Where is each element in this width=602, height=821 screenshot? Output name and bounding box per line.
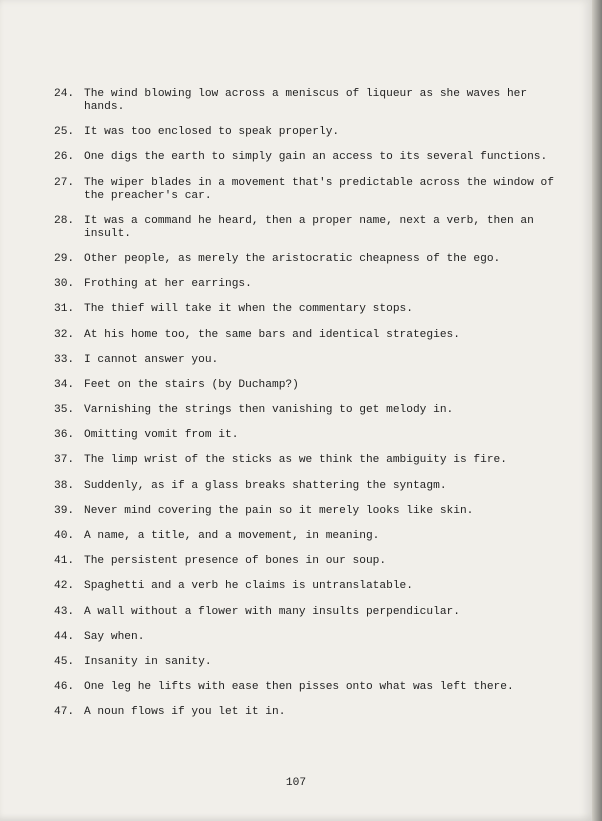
line-number: 30. [54, 278, 75, 291]
line-text: Insanity in sanity. [84, 655, 212, 668]
list-item [54, 656, 574, 669]
line-number: 37. [54, 454, 75, 467]
list-item [54, 480, 574, 493]
list-item [54, 126, 574, 139]
line-text: At his home too, the same bars and identical strategies. [84, 328, 460, 341]
line-number: 45. [54, 655, 75, 668]
list-item [54, 278, 574, 291]
line-text: The wind blowing low across a meniscus of liqueur as she waves her hands. [84, 88, 528, 113]
list-item [54, 88, 574, 114]
line-number: 28. [54, 214, 75, 227]
line-number: 43. [54, 605, 75, 618]
page-number: 107 [285, 777, 307, 789]
line-text: Feet on the stairs (by Duchamp?) [84, 378, 299, 391]
line-text: Suddenly, as if a glass breaks shattering the syntagm. [84, 479, 447, 492]
line-text: The persistent presence of bones in our soup. [84, 555, 387, 568]
line-number: 25. [54, 126, 75, 139]
line-number: 38. [54, 479, 75, 492]
list-item [54, 429, 574, 442]
line-number: 39. [54, 504, 75, 517]
line-text: One leg he lifts with ease then pisses onto what was left there. [84, 681, 514, 694]
line-text: I cannot answer you. [84, 353, 219, 366]
list-item [54, 151, 574, 164]
list-item [54, 177, 574, 203]
line-text: The thief will take it when the commentary stops. [84, 303, 413, 316]
line-text: It was a command he heard, then a proper name, next a verb, then an insult. [84, 214, 534, 240]
list-item [54, 253, 574, 266]
list-item [54, 303, 574, 316]
list-item [54, 580, 574, 593]
line-text: Omitting vomit from it. [84, 429, 239, 442]
line-number: 34. [54, 378, 75, 391]
list-item [54, 215, 574, 241]
list-item [54, 404, 574, 417]
line-number: 27. [54, 176, 75, 189]
list-item [54, 329, 574, 342]
list-item [54, 631, 574, 644]
line-number: 26. [54, 151, 75, 164]
line-number: 44. [54, 630, 75, 643]
line-text: Spaghetti and a verb he claims is untranslatable. [84, 580, 413, 593]
line-text: A wall without a flower with many insults perpendicular. [84, 605, 460, 618]
line-text: Never mind covering the pain so it merely looks like skin. [84, 504, 474, 517]
line-text: It was too enclosed to speak properly. [84, 126, 340, 139]
line-number: 46. [54, 681, 75, 694]
line-number: 32. [54, 328, 75, 341]
line-text: One digs the earth to simply gain an access to its several functions. [84, 151, 548, 164]
list-item [54, 354, 574, 367]
line-text: Other people, as merely the aristocratic cheapness of the ego. [84, 252, 501, 265]
line-text: The wiper blades in a movement that's predictable across the window of the preacher's car. [84, 176, 554, 202]
line-text: Frothing at her earrings. [84, 278, 252, 291]
line-text: A name, a title, and a movement, in meaning. [84, 530, 380, 542]
line-number: 36. [54, 429, 75, 442]
line-number: 31. [54, 303, 75, 316]
numbered-line-list [54, 88, 574, 732]
list-item [54, 530, 574, 543]
list-item [54, 379, 574, 392]
line-number: 24. [54, 88, 75, 100]
list-item [54, 505, 574, 518]
line-number: 33. [54, 353, 75, 366]
line-number: 29. [54, 252, 75, 265]
line-number: 41. [54, 555, 75, 568]
line-text: A noun flows if you let it in. [84, 706, 286, 719]
list-item [54, 706, 574, 719]
line-text: Varnishing the strings then vanishing to get melody in. [84, 404, 454, 417]
line-text: Say when. [84, 630, 145, 643]
list-item [54, 681, 574, 694]
line-number: 40. [54, 530, 75, 542]
list-item [54, 555, 574, 568]
line-number: 35. [54, 404, 75, 417]
list-item [54, 606, 574, 619]
page-edge-shadow [592, 0, 602, 821]
line-number: 47. [54, 706, 75, 719]
list-item [54, 454, 574, 467]
line-text: The limp wrist of the sticks as we think the ambiguity is fire. [84, 454, 507, 467]
line-number: 42. [54, 580, 75, 593]
